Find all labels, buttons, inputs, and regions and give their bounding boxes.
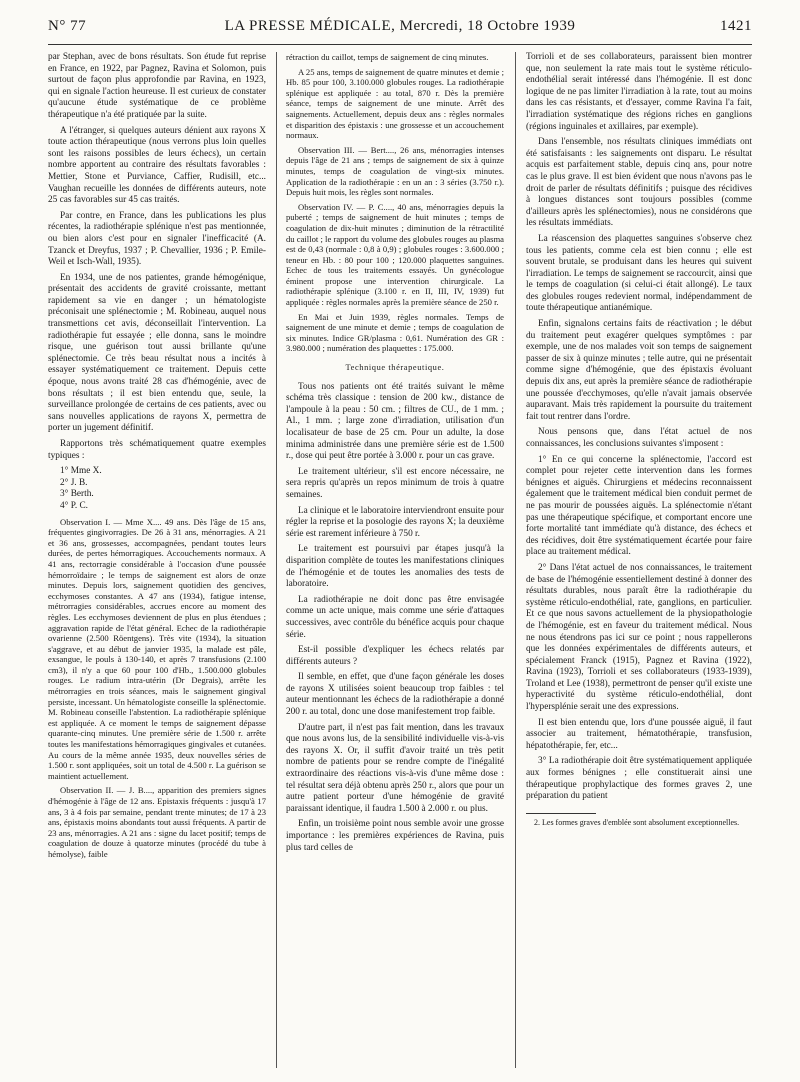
observation-2-cont: A 25 ans, temps de saignement de quatre minutes et demie ; Hb. 85 pour 100, 3.100.000 globules rouges. La radiothérapie splénique est appliquée : au total, 870 r. Dès la première séance, temps de saignement de une minute. Arrêt des saignements. Actuellement, depuis deux ans : règles normales et disparition des épistaxis : une grossesse et un accouchement normaux. [286,66,504,141]
page-number: 1421 [720,18,752,34]
column-divider [276,52,277,1068]
list-item: 1° Mme X. [60,466,102,477]
column-1 [48,52,266,1068]
journal-title: LA PRESSE MÉDICALE, Mercredi, 18 Octobre 1939 [224,18,576,34]
column-2 [286,52,504,1068]
paragraph: Est-il possible d'expliquer les échecs relatés par différents auteurs ? [286,645,504,667]
list-item: 3° Berth. [60,489,94,500]
paragraph: A l'étranger, si quelques auteurs dénient aux rayons X toute action thérapeutique (nous verrons plus loin quelles sont les raisons possibles de leurs échecs), un certain nombre apportent au contraire des résultats favorables : Mettier, Stone et Purviance, Caffier, Rudisill, etc... Vaughan recueille les données de différents auteurs, note 25 cas favorables sur 45 cas traités. [48,125,266,206]
observation-2: Observation II. — J. B...., apparition des premiers signes d'hémogénie à l'âge de 12 ans. Epistaxis fréquents : jusqu'à 17 ans, 3 à 4 fois par semaine, pendant trente minutes; de 17 à 23 ans, épistaxis moins abondants tout aussi fréquents. A partir de 23 ans, ménorragies. A 21 ans : signe du lacet positif; temps de coagulation de douze à quatorze minutes (procédé du tube à hémolyse), faible [48,785,266,859]
paragraph: Il est bien entendu que, lors d'une poussée aiguë, il faut associer au traitement, hématothérapie, transfusion, hépatothérapie, fer, etc... [526,717,752,751]
paragraph: Le traitement ultérieur, s'il est encore nécessaire, ne sera repris qu'après un repos minimum de trois à quatre semaines. [286,466,504,500]
paragraph: Enfin, un troisième point nous semble avoir une grosse importance : les premières expériences de Ravina, puis plus tard celles de [286,819,504,853]
observation-3: Observation III. — Bert...., 26 ans, ménorragies intenses depuis l'âge de 21 ans ; temps de saignement de six à quinze minutes, temps de coagulation de vingt-six minutes. Application de la radiothérapie : en un an : 3 séries (3.750 r.). Depuis huit mois, les règles sont normales. [286,144,504,198]
issue-number: N° 77 [48,18,87,34]
paragraph: 2° Dans l'état actuel de nos connaissances, le traitement de base de l'hémogénie essentiellement destiné à donner des résultats durables, nous paraît être la radiothérapie du système réticulo-endothélial, rate, ganglions, en particulier. Et ce que nous savons actuellement de la physiopathologie de l'hémogénie, est en faveur du traitement médical. Nous ne nous étendrons pas ici sur ce point ; nous rappellerons que les données expérimentales de différents auteurs, et spécialement Franck (1915), Pagnez et Ravina (1922), Ravina (1923), Torrioli et ses collaborateurs (1933-1939), Troland et Lee (1938), permettront de penser qu'il existe une hyperactivité du système réticulo-endothélial, dont l'hypersplénie serait une des expressions. [526,562,752,713]
footnote-rule [526,813,596,814]
paragraph: Nous pensons que, dans l'état actuel de nos connaissances, les conclusions suivantes s'imposent : [526,427,752,449]
paragraph: Tous nos patients ont été traités suivant le même schéma très classique : tension de 200 kw., distance de l'ampoule à la peau : 50 cm. ; filtres de CU., de 1 mm. ; Al., 1 mm. ; large zone d'irradiation, utilisation d'un localisateur de base de 25 cm. Pour un adulte, la dose minima administrée dans une première série est de 1.500 r., dose qui peut être portée à 3.000 r. pour un cas grave. [286,381,504,462]
observation-4: Observation IV. — P. C...., 40 ans, ménorragies depuis la puberté ; temps de saignement de huit minutes ; temps de coagulation de dix-huit minutes ; diminution de la rétractilité du caillot ; le rapport du volume des globules rouges au plasma est de 0,43 (normale : 0,8 à 0,9) ; globules rouges : 3.600.000 ; teneur en Hb. : 80 pour 100 ; 120.000 plaquettes sanguines. Echec de tous les traitements essayés. Un gynécologue éminent propose une intervention chirurgicale. La radiothérapie splénique (3.100 r. en II, III, IV, 1939) fut appliquée : règles normales après la première séance de 250 r. [286,201,504,308]
paragraph: La clinique et le laboratoire interviendront ensuite pour régler la reprise et la posologie des rayons X; la deuxième série est rarement inférieure à 750 r. [286,505,504,539]
paragraph: par Stephan, avec de bons résultats. Son étude fut reprise en France, en 1922, par Pagnez, Ravina et Solomon, puis surtout de façon plus approfondie par Ravina, en 1923, qui en signale l'action heureuse. Il est curieux de constater qu'aucune étude systématique de ce problème thérapeutique n'a été pratiquée par la suite. [48,52,266,120]
paragraph: Enfin, signalons certains faits de réactivation ; le début du traitement peut exagérer quelques symptômes : par exemple, une de nos malades voit son temps de saignement passer de six à quinze minutes ; telle autre, qui ne présentait comme signe d'hémogénie, que des épistaxis évoluant depuis dix ans, eut après la première séance de radiothérapie une poussée d'ecchymoses, qu'elle n'avait jamais observée auparavant. Mais très rapidement la poursuite du traitement fait tout rentrer dans l'ordre. [526,319,752,422]
paragraph: Dans l'ensemble, nos résultats cliniques immédiats ont été satisfaisants : les saignements ont disparu. Le résultat acquis est parfaitement stable, depuis cinq ans, pour notre cas le plus grave. Il est bien évident que nous n'avons pas le droit de parler de résultats définitifs ; puisque des récidives à longues distances sont toujours possibles (comme d'ailleurs après les splénectomies), nous ne considérons que les résultats immédiats. [526,137,752,229]
paragraph: Torrioli et de ses collaborateurs, paraissent bien montrer que, non seulement la rate mais tout le système réticulo-endothélial serait intéressé dans l'hémogénie. Il est donc logique de ne pas limiter l'irradiation à la rate, tout au moins dans les cas résistants, et d'essayer, comme Ravina l'a fait, l'irradiation systématique des régions riches en ganglions (régions inguinales et axillaires, par exemple). [526,52,752,132]
observation-2-cont: rétraction du caillot, temps de saignement de cinq minutes. [286,52,489,62]
column-divider [515,52,516,1068]
observation-1: Observation I. — Mme X.... 49 ans. Dès l'âge de 15 ans, fréquentes gingivorragies. De 26 à 31 ans, ménorragies. A 21 et 36 ans, grossesses, accompagnées, pendant toutes leurs durées, de pertes hémorragiques. Accouchements normaux. A 41 ans, rectorragie considérable à l'occasion d'une poussée hémorroïdaire ; le temps de saignement est alors de onze minutes. Depuis lors, saignement quotidien des gencives, ecchymoses constantes. A 47 ans (1934), fatigue intense, métrorragies considérables, accrues encore au moment des règles. Les ecchymoses deviennent de plus en plus étendues ; aggravation rapide de l'état général. Echec de la radiothérapie ovarienne (2.500 Röentgens). Très vite (1934), la situation s'aggrave, et au début de janvier 1935, la malade est pâle, exsangue, le pouls à 130-140, et après 7 transfusions (2.100 cm3), il n'y a que 60 pour 100 d'Hb., 1.500.000 globules rouges. Le radium intra-utérin (Dr Degrais), arrête les métrorragies en trois séances, mais le saignement gingival persiste, incessant. Un hématologiste conseille la splénectomie. M. Robineau conseille l'abstention. La radiothérapie splénique est appliquée. A ce moment le temps de saignement dépasse quarante-cinq minutes. Une première série de 1.500 r. arrête toutes les manifestations hémorragiques gingivales et cutanées. Au cours de la même année 1935, deux nouvelles séries de 1.500 r. sont appliquées, soit un total de 4.500 r. La guérison se maintient actuellement. [48,516,266,781]
column-3 [526,52,752,1068]
paragraph: Le traitement est poursuivi par étapes jusqu'à la disparition complète de toutes les manifestations cliniques de l'hémogénie et de toutes les anomalies des tests de laboratoire. [286,544,504,590]
paragraph: La radiothérapie ne doit donc pas être envisagée comme un acte unique, mais comme une série d'attaques successives, avec contrôle du bénéfice acquis pour chaque série. [286,594,504,640]
paragraph: La réascension des plaquettes sanguines s'observe chez tous les patients, comme cela est bien connu ; elle est souvent brutale, se produisant dans les heures qui suivent l'irradiation. Le temps de saignement se raccourcit, ainsi que le temps de coagulation (si celui-ci était allongé). Le taux des globules rouges redevient normal, indépendamment de toute thérapeutique antianémique. [526,233,752,314]
case-list [48,466,266,512]
paragraph: Rapportons très schématiquement quatre exemples typiques : [48,439,266,461]
paragraph: 1° En ce qui concerne la splénectomie, l'accord est complet pour rejeter cette intervention dans les formes bénignes et aiguës. Chirurgiens et médecins reconnaissent également que le traitement médical bien conduit permet de ne pas mourir de poussées aiguës. La splénectomie n'étant pas une thérapeutique spécifique, et comportant encore une forte mortalité tant immédiate qu'à distance, des échecs et des récidives, doit être systématiquement écartée pour faire place au traitement médical. [526,454,752,558]
list-item: 4° P. C. [60,500,89,511]
paragraph: D'autre part, il n'est pas fait mention, dans les travaux que nous avons lus, de la sensibilité individuelle vis-à-vis des rayons X. Or, il suffit d'avoir traité un très petit nombre de patients pour se rendre compte de l'inégalité extraordinaire des réactions vis-à-vis d'une même dose : tel résultat sera déjà obtenu après 250 r., alors que pour un autre patient porteur d'une hémogénie de gravité paraissant identique, il faudra 1.500 à 2.000 r. ou plus. [286,722,504,814]
paragraph: Il semble, en effet, que d'une façon générale les doses de rayons X utilisées soient beaucoup trop faibles : tel auteur mentionnant les échecs de la radiothérapie a donné 200 r. au total, donc une dose manifestement trop faible. [286,672,504,718]
paragraph: 3° La radiothérapie doit être systématiquement appliquée aux formes bénignes ; elle constituerait ainsi une thérapeutique prophylactique des formes graves 2, une préparation du patient [526,756,752,802]
header-rule [48,44,752,45]
list-item: 2° J. B. [60,477,88,488]
paragraph: Par contre, en France, dans les publications les plus récentes, la radiothérapie splénique n'est pas mentionnée, ou bien alors c'est pour en signaler l'inefficacité (A. Tzanck et Dreyfus, 1937 ; P. Chevallier, 1936 ; P. Emile-Weil et Isch-Wall, 1935). [48,210,266,268]
section-heading: Technique thérapeutique. [345,363,445,373]
observation-4-cont: En Mai et Juin 1939, règles normales. Temps de saignement de une minute et demie ; temps de coagulation de six minutes. Indice GR/plasma : 0,61. Numération des GR : 3.980.000 ; numération des plaquettes : 175.000. [286,311,504,354]
paragraph: En 1934, une de nos patientes, grande hémogénique, présentait des accidents de gravité croissante, mettant rapidement sa vie en danger ; un hématologiste préconisait une splénectomie ; M. Robineau, auquel nous transmettions cet avis, déconseillait l'intervention. La radiothérapie fut essayée ; elle donna, sans le moindre risque, une guérison tout aussi brillante qu'une splénectomie. Ce très beau résultat nous a incités à essayer systématiquement ce traitement. Depuis cette époque, nous avons traité 28 cas d'hémogénie, avec de bons résultats ; il est bien entendu que, seule, la surveillance prolongée de certains de ces patients, avec ou sans nouvelles applications de rayons X, permettra de porter un jugement définitif. [48,272,266,434]
page-header [48,18,752,42]
footnote: 2. Les formes graves d'emblée sont absolument exceptionnelles. [534,817,740,827]
